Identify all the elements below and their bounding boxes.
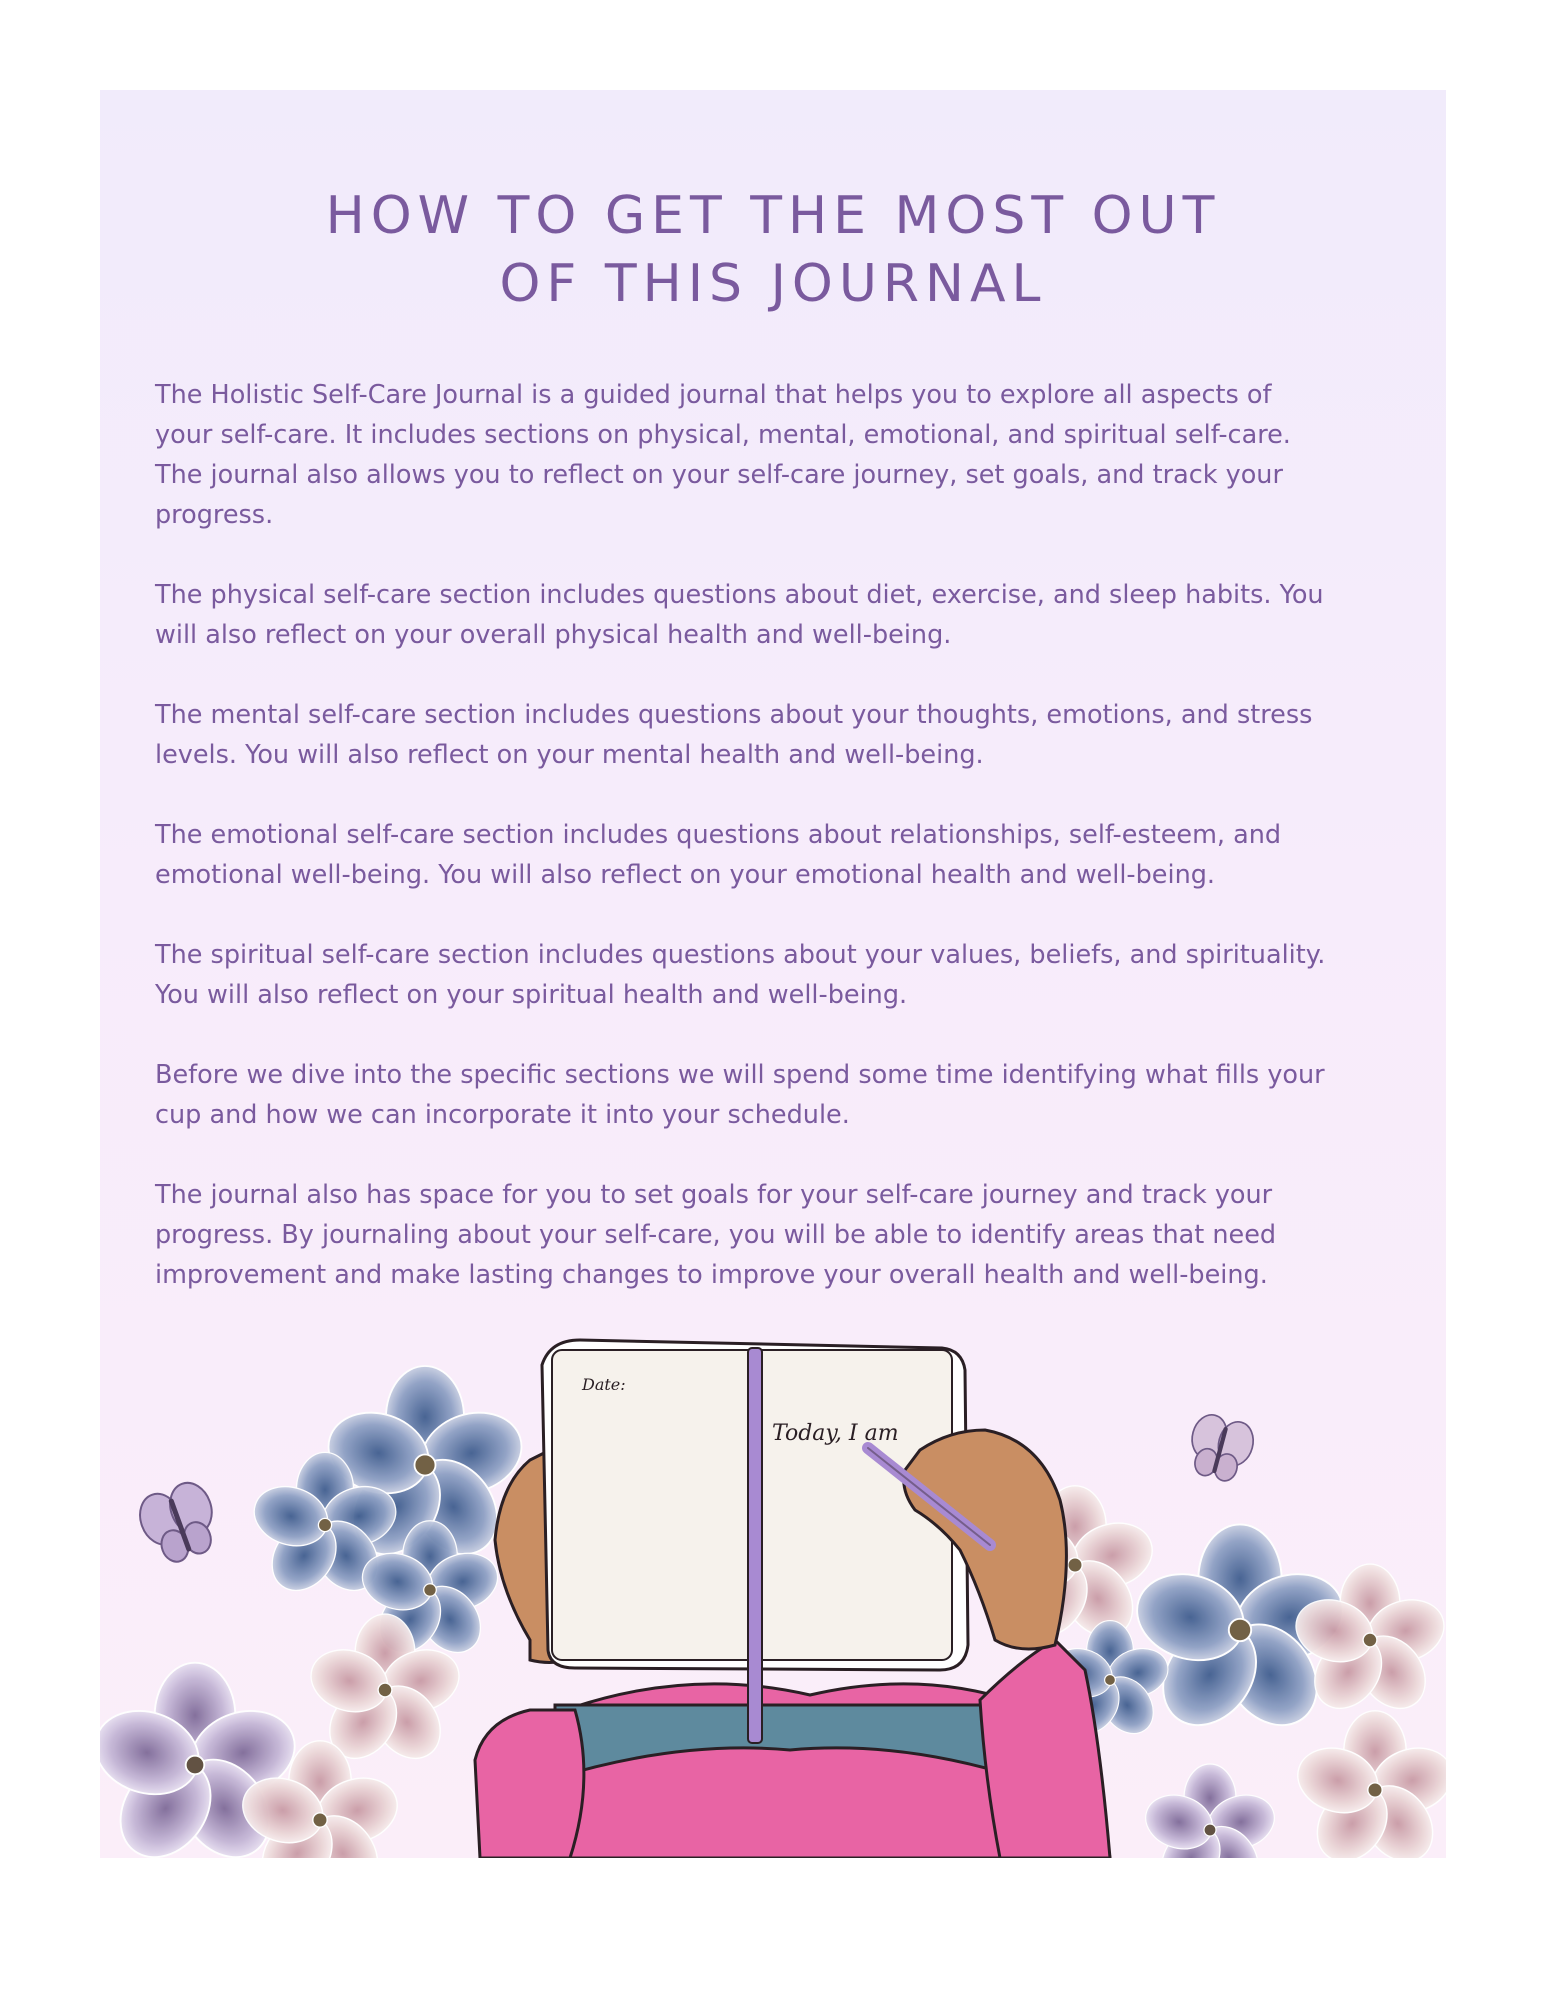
text-line: The physical self-care section includes questions about diet, exercise, and sleep habits. You <box>155 580 1324 610</box>
title-line-1: HOW TO GET THE MOST OUT <box>325 186 1221 246</box>
text-line: The spiritual self-care section includes questions about your values, beliefs, and spirituality. <box>155 940 1326 970</box>
bookmark-ribbon <box>748 1348 762 1743</box>
title-line-2: OF THIS JOURNAL <box>499 254 1047 314</box>
text-line: your self-care. It includes sections on physical, mental, emotional, and spiritual self-care. <box>155 420 1291 450</box>
page-title <box>100 182 1446 318</box>
text-line: progress. By journaling about your self-care, you will be able to identify areas that need <box>155 1220 1277 1250</box>
paragraph-mental <box>155 695 1405 775</box>
text-line: The Holistic Self-Care Journal is a guided journal that helps you to explore all aspects of <box>155 380 1272 410</box>
body-text <box>155 375 1405 1335</box>
date-label: Date: <box>582 1375 626 1394</box>
flower-icon <box>1289 1711 1446 1858</box>
paragraph-intro <box>155 375 1405 535</box>
text-line: The journal also has space for you to set goals for your self-care journey and track your <box>155 1180 1273 1210</box>
text-line: You will also reflect on your spiritual health and well-being. <box>155 980 908 1010</box>
text-line: cup and how we can incorporate it into your schedule. <box>155 1100 850 1130</box>
paragraph-emotional <box>155 815 1405 895</box>
paragraph-goals <box>155 1175 1405 1295</box>
text-line: progress. <box>155 500 274 530</box>
paragraph-spiritual <box>155 935 1405 1015</box>
text-line: improvement and make lasting changes to improve your overall health and well-being. <box>155 1260 1268 1290</box>
journaling-illustration <box>100 1310 1446 1858</box>
butterfly-icon <box>1183 1411 1258 1486</box>
text-line: The journal also allows you to reflect on your self-care journey, set goals, and track your <box>155 460 1283 490</box>
text-line: emotional well-being. You will also reflect on your emotional health and well-being. <box>155 860 1216 890</box>
journal-page <box>100 90 1446 1858</box>
text-line: Before we dive into the specific sections we will spend some time identifying what fills your <box>155 1060 1325 1090</box>
text-line: levels. You will also reflect on your mental health and well-being. <box>155 740 984 770</box>
paragraph-physical <box>155 575 1405 655</box>
text-line: The mental self-care section includes questions about your thoughts, emotions, and stress <box>155 700 1313 730</box>
text-line: will also reflect on your overall physical health and well-being. <box>155 620 952 650</box>
handwriting-text: Today, I am <box>772 1421 899 1446</box>
flower-icon <box>1139 1764 1282 1858</box>
paragraph-fill-cup <box>155 1055 1405 1135</box>
text-line: The emotional self-care section includes questions about relationships, self-esteem, and <box>155 820 1282 850</box>
butterfly-icon <box>133 1477 225 1569</box>
